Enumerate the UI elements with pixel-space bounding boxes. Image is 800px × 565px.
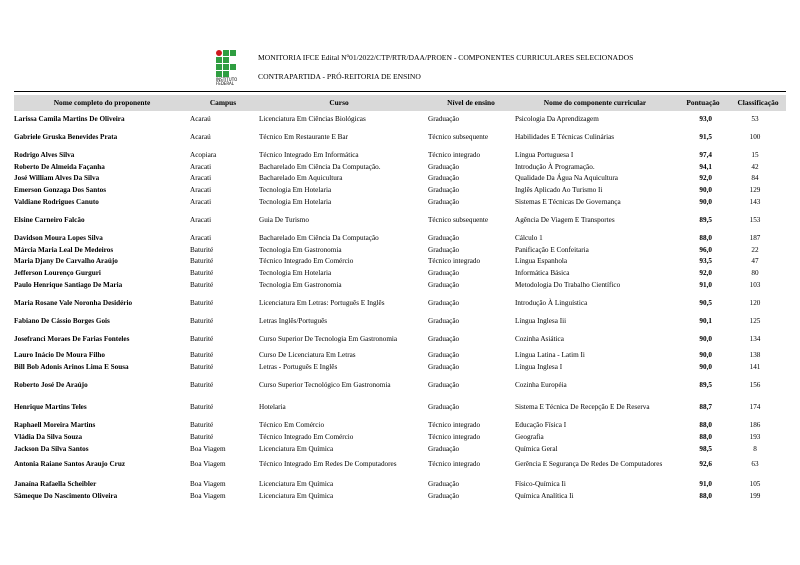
cell-campus: Baturité bbox=[190, 317, 214, 325]
col-header-classificacao: Classificação bbox=[737, 98, 779, 107]
cell-campus: Baturité bbox=[190, 269, 214, 277]
cell-name: Jefferson Lourenço Gurguri bbox=[14, 269, 101, 277]
cell-classificacao: 103 bbox=[749, 281, 761, 289]
cell-classificacao: 199 bbox=[749, 492, 761, 500]
header-divider bbox=[14, 91, 786, 92]
cell-curso: Licenciatura Em Letras: Português E Inglês bbox=[259, 299, 385, 307]
cell-name: Elsine Carneiro Falcão bbox=[14, 216, 85, 224]
cell-classificacao: 42 bbox=[751, 163, 759, 171]
cell-componente: Língua Inglesa I bbox=[515, 363, 563, 371]
logo-square bbox=[216, 57, 222, 63]
cell-curso: Guia De Turismo bbox=[259, 216, 309, 224]
cell-pontuacao: 90,0 bbox=[699, 198, 712, 206]
cell-campus: Boa Viagem bbox=[190, 445, 226, 453]
cell-campus: Baturité bbox=[190, 335, 214, 343]
cell-nivel: Técnico integrado bbox=[428, 257, 481, 265]
cell-campus: Aracati bbox=[190, 216, 212, 224]
cell-curso: Licenciatura Em Química bbox=[259, 492, 334, 500]
cell-campus: Aracati bbox=[190, 198, 212, 206]
cell-componente: Sistemas E Técnicas De Governança bbox=[515, 198, 621, 206]
cell-name: Antonia Raiane Santos Araujo Cruz bbox=[14, 460, 126, 468]
cell-pontuacao: 98,5 bbox=[699, 445, 712, 453]
cell-componente: Língua Portuguesa I bbox=[515, 151, 574, 159]
cell-pontuacao: 92,6 bbox=[699, 460, 712, 468]
cell-curso: Letras Inglês/Português bbox=[259, 317, 328, 325]
cell-nivel: Técnico integrado bbox=[428, 433, 481, 441]
cell-componente: Gerência E Segurança De Redes De Computadores bbox=[515, 460, 663, 468]
cell-classificacao: 47 bbox=[751, 257, 759, 265]
cell-campus: Baturité bbox=[190, 403, 214, 411]
cell-curso: Curso Superior Tecnológico Em Gastronomia bbox=[259, 381, 391, 389]
cell-curso: Técnico Integrado Em Comércio bbox=[259, 433, 354, 441]
cell-componente: Introdução À Linguística bbox=[515, 299, 588, 307]
cell-name: Josefranci Moraes De Farias Fonteles bbox=[14, 335, 130, 343]
cell-nivel: Graduação bbox=[428, 281, 460, 289]
cell-pontuacao: 91,0 bbox=[699, 281, 712, 289]
cell-curso: Letras - Português E Inglês bbox=[259, 363, 338, 371]
cell-name: Raphaell Moreira Martins bbox=[14, 421, 96, 429]
cell-campus: Aracati bbox=[190, 163, 212, 171]
cell-componente: Agência De Viagem E Transportes bbox=[515, 216, 615, 224]
cell-name: Emerson Gonzaga Dos Santos bbox=[14, 186, 107, 194]
cell-name: Sâmeque Do Nascimento Oliveira bbox=[14, 492, 118, 500]
cell-componente: Inglês Aplicado Ao Turismo Ii bbox=[515, 186, 603, 194]
cell-pontuacao: 88,0 bbox=[699, 433, 712, 441]
cell-nivel: Graduação bbox=[428, 246, 460, 254]
cell-name: Lauro Inácio De Moura Filho bbox=[14, 351, 105, 359]
cell-nivel: Graduação bbox=[428, 299, 460, 307]
cell-name: Maria Rosane Vale Noronha Desidério bbox=[14, 299, 133, 307]
cell-nivel: Graduação bbox=[428, 198, 460, 206]
cell-componente: Metodologia Do Trabalho Científico bbox=[515, 281, 621, 289]
cell-componente: Língua Espanhola bbox=[515, 257, 568, 265]
cell-nivel: Técnico integrado bbox=[428, 151, 481, 159]
cell-classificacao: 129 bbox=[749, 186, 761, 194]
cell-classificacao: 15 bbox=[751, 151, 759, 159]
logo-square bbox=[223, 64, 229, 70]
cell-pontuacao: 93,5 bbox=[699, 257, 712, 265]
cell-classificacao: 84 bbox=[751, 174, 759, 182]
logo-text: INSTITUTO FEDERAL bbox=[216, 77, 238, 86]
cell-nivel: Graduação bbox=[428, 174, 460, 182]
cell-nivel: Graduação bbox=[428, 445, 460, 453]
cell-pontuacao: 89,5 bbox=[699, 216, 712, 224]
cell-componente: Sistema E Técnica De Recepção E De Reserva bbox=[515, 403, 650, 411]
logo-square bbox=[216, 64, 222, 70]
cell-curso: Curso De Licenciatura Em Letras bbox=[259, 351, 356, 359]
document-title: MONITORIA IFCE Edital Nº01/2022/CTP/RTR/DAA/PROEN - COMPONENTES CURRICULARES SELECIONADOS bbox=[258, 53, 634, 62]
logo-square bbox=[230, 50, 236, 56]
cell-campus: Baturité bbox=[190, 351, 214, 359]
logo-squares bbox=[216, 50, 244, 77]
cell-nivel: Graduação bbox=[428, 335, 460, 343]
cell-campus: Aracati bbox=[190, 186, 212, 194]
logo-square bbox=[216, 50, 222, 56]
cell-curso: Tecnologia Em Hotelaria bbox=[259, 269, 332, 277]
cell-campus: Aracati bbox=[190, 174, 212, 182]
cell-classificacao: 100 bbox=[749, 133, 761, 141]
cell-nivel: Técnico integrado bbox=[428, 421, 481, 429]
col-header-campus: Campus bbox=[209, 98, 237, 107]
logo-square bbox=[230, 64, 236, 70]
cell-classificacao: 134 bbox=[749, 335, 761, 343]
cell-componente: Físico-Química Ii bbox=[515, 480, 566, 488]
cell-classificacao: 8 bbox=[753, 445, 757, 453]
cell-campus: Baturité bbox=[190, 433, 214, 441]
cell-campus: Baturité bbox=[190, 257, 214, 265]
cell-componente: Introdução À Programação. bbox=[515, 163, 595, 171]
cell-classificacao: 105 bbox=[749, 480, 761, 488]
cell-componente: Língua Inglesa Iii bbox=[515, 317, 567, 325]
cell-name: Bill Bob Adonis Arinos Lima E Sousa bbox=[14, 363, 129, 371]
col-header-pontuacao: Pontuação bbox=[686, 98, 720, 107]
col-header-nivel: Nível de ensino bbox=[447, 98, 495, 107]
cell-componente: Educação Física I bbox=[515, 421, 567, 429]
cell-campus: Baturité bbox=[190, 381, 214, 389]
cell-nivel: Técnico subsequente bbox=[428, 133, 489, 141]
cell-curso: Bacharelado Em Ciência Da Computação. bbox=[259, 163, 381, 171]
cell-nivel: Graduação bbox=[428, 363, 460, 371]
cell-pontuacao: 90,0 bbox=[699, 335, 712, 343]
logo-square bbox=[223, 50, 229, 56]
cell-campus: Boa Viagem bbox=[190, 492, 226, 500]
col-header-componente: Nome do componente curricular bbox=[543, 98, 647, 107]
cell-classificacao: 187 bbox=[749, 234, 761, 242]
cell-classificacao: 22 bbox=[751, 246, 759, 254]
cell-curso: Bacharelado Em Ciência Da Computação bbox=[259, 234, 379, 242]
cell-classificacao: 186 bbox=[749, 421, 761, 429]
cell-componente: Química Geral bbox=[515, 445, 558, 453]
cell-name: Larissa Camila Martins De Oliveira bbox=[14, 115, 125, 123]
cell-campus: Aracati bbox=[190, 234, 212, 242]
cell-curso: Tecnologia Em Gastronomia bbox=[259, 246, 342, 254]
cell-componente: Psicologia Da Aprendizagem bbox=[515, 115, 599, 123]
cell-classificacao: 120 bbox=[749, 299, 761, 307]
cell-name: Davidson Moura Lopes Silva bbox=[14, 234, 103, 242]
cell-curso: Licenciatura Em Ciências Biológicas bbox=[259, 115, 366, 123]
cell-pontuacao: 93,0 bbox=[699, 115, 712, 123]
cell-nivel: Graduação bbox=[428, 269, 460, 277]
cell-pontuacao: 90,0 bbox=[699, 186, 712, 194]
cell-nivel: Graduação bbox=[428, 351, 460, 359]
cell-pontuacao: 97,4 bbox=[699, 151, 712, 159]
cell-name: Roberto José De Araújo bbox=[14, 381, 88, 389]
cell-classificacao: 138 bbox=[749, 351, 761, 359]
cell-campus: Acopiara bbox=[190, 151, 217, 159]
cell-name: Márcia Maria Leal De Medeiros bbox=[14, 246, 114, 254]
cell-pontuacao: 96,0 bbox=[699, 246, 712, 254]
cell-campus: Baturité bbox=[190, 246, 214, 254]
cell-classificacao: 80 bbox=[751, 269, 759, 277]
cell-curso: Técnico Em Comércio bbox=[259, 421, 325, 429]
cell-name: Janaína Rafaella Scheibler bbox=[14, 480, 97, 488]
cell-name: Henrique Martins Teles bbox=[14, 403, 87, 411]
cell-componente: Cozinha Européia bbox=[515, 381, 567, 389]
cell-classificacao: 156 bbox=[749, 381, 761, 389]
cell-pontuacao: 90,5 bbox=[699, 299, 712, 307]
cell-campus: Baturité bbox=[190, 299, 214, 307]
logo-square bbox=[230, 57, 236, 63]
cell-componente: Habilidades E Técnicas Culinárias bbox=[515, 133, 615, 141]
cell-classificacao: 143 bbox=[749, 198, 761, 206]
cell-classificacao: 174 bbox=[749, 403, 761, 411]
cell-pontuacao: 91,5 bbox=[699, 133, 712, 141]
cell-componente: Geografia bbox=[515, 433, 544, 441]
cell-pontuacao: 94,1 bbox=[699, 163, 712, 171]
cell-nivel: Graduação bbox=[428, 403, 460, 411]
cell-pontuacao: 88,0 bbox=[699, 234, 712, 242]
cell-classificacao: 53 bbox=[751, 115, 759, 123]
cell-name: Gabriele Gruska Benevides Prata bbox=[14, 133, 118, 141]
cell-nivel: Graduação bbox=[428, 317, 460, 325]
cell-pontuacao: 88,7 bbox=[699, 403, 712, 411]
cell-componente: Química Analítica Ii bbox=[515, 492, 574, 500]
cell-componente: Qualidade Da Água Na Aquicultura bbox=[515, 174, 618, 182]
cell-nivel: Graduação bbox=[428, 381, 460, 389]
cell-pontuacao: 90,1 bbox=[699, 317, 712, 325]
cell-nivel: Graduação bbox=[428, 234, 460, 242]
cell-campus: Boa Viagem bbox=[190, 480, 226, 488]
cell-nivel: Técnico integrado bbox=[428, 460, 481, 468]
col-header-curso: Curso bbox=[329, 98, 349, 107]
cell-curso: Licenciatura Em Química bbox=[259, 445, 334, 453]
cell-curso: Técnico Integrado Em Comércio bbox=[259, 257, 354, 265]
cell-name: Paulo Henrique Santiago De Maria bbox=[14, 281, 123, 289]
cell-name: Rodrigo Alves Silva bbox=[14, 151, 75, 159]
cell-curso: Tecnologia Em Gastronomia bbox=[259, 281, 342, 289]
cell-curso: Bacharelado Em Aquicultura bbox=[259, 174, 343, 182]
cell-nivel: Graduação bbox=[428, 163, 460, 171]
cell-name: Roberto De Almeida Façanha bbox=[14, 163, 105, 171]
cell-curso: Curso Superior De Tecnologia Em Gastronomia bbox=[259, 335, 398, 343]
cell-campus: Boa Viagem bbox=[190, 460, 226, 468]
cell-pontuacao: 89,5 bbox=[699, 381, 712, 389]
cell-curso: Técnico Em Restaurante E Bar bbox=[259, 133, 349, 141]
document-subtitle: CONTRAPARTIDA - PRÓ-REITORIA DE ENSINO bbox=[258, 72, 421, 81]
cell-componente: Panificação E Confeitaria bbox=[515, 246, 589, 254]
cell-campus: Baturité bbox=[190, 281, 214, 289]
cell-pontuacao: 88,0 bbox=[699, 492, 712, 500]
cell-name: Valdiane Rodrigues Canuto bbox=[14, 198, 99, 206]
cell-name: Fabiano De Cássio Borges Gois bbox=[14, 317, 110, 325]
cell-classificacao: 63 bbox=[751, 460, 759, 468]
cell-name: Jackson Da Silva Santos bbox=[14, 445, 89, 453]
cell-nivel: Graduação bbox=[428, 480, 460, 488]
cell-componente: Informática Básica bbox=[515, 269, 570, 277]
cell-name: José William Alves Da Silva bbox=[14, 174, 100, 182]
cell-pontuacao: 91,0 bbox=[699, 480, 712, 488]
cell-componente: Cálculo 1 bbox=[515, 234, 543, 242]
ifce-logo bbox=[216, 50, 244, 86]
col-header-name: Nome completo do proponente bbox=[53, 98, 151, 107]
cell-campus: Acaraú bbox=[190, 133, 211, 141]
cell-pontuacao: 90,0 bbox=[699, 351, 712, 359]
cell-campus: Baturité bbox=[190, 363, 214, 371]
cell-curso: Técnico Integrado Em Informática bbox=[259, 151, 359, 159]
cell-classificacao: 141 bbox=[749, 363, 761, 371]
table-header bbox=[14, 95, 786, 111]
cell-pontuacao: 92,0 bbox=[699, 174, 712, 182]
cell-curso: Técnico Integrado Em Redes De Computadores bbox=[259, 460, 397, 468]
cell-campus: Baturité bbox=[190, 421, 214, 429]
cell-pontuacao: 92,0 bbox=[699, 269, 712, 277]
cell-nivel: Graduação bbox=[428, 492, 460, 500]
cell-nivel: Graduação bbox=[428, 186, 460, 194]
cell-classificacao: 153 bbox=[749, 216, 761, 224]
cell-nivel: Graduação bbox=[428, 115, 460, 123]
cell-classificacao: 193 bbox=[749, 433, 761, 441]
cell-curso: Tecnologia Em Hotelaria bbox=[259, 186, 332, 194]
cell-pontuacao: 90,0 bbox=[699, 363, 712, 371]
cell-nivel: Técnico subsequente bbox=[428, 216, 489, 224]
cell-pontuacao: 88,0 bbox=[699, 421, 712, 429]
cell-name: Vládia Da Silva Souza bbox=[14, 433, 83, 441]
cell-curso: Hotelaria bbox=[259, 403, 286, 411]
cell-classificacao: 125 bbox=[749, 317, 761, 325]
cell-curso: Licenciatura Em Química bbox=[259, 480, 334, 488]
cell-componente: Cozinha Asiática bbox=[515, 335, 564, 343]
logo-square bbox=[223, 57, 229, 63]
cell-curso: Tecnologia Em Hotelaria bbox=[259, 198, 332, 206]
cell-campus: Acaraú bbox=[190, 115, 211, 123]
cell-componente: Língua Latina - Latim Ii bbox=[515, 351, 585, 359]
cell-name: Maria Djany De Carvalho Araújo bbox=[14, 257, 118, 265]
